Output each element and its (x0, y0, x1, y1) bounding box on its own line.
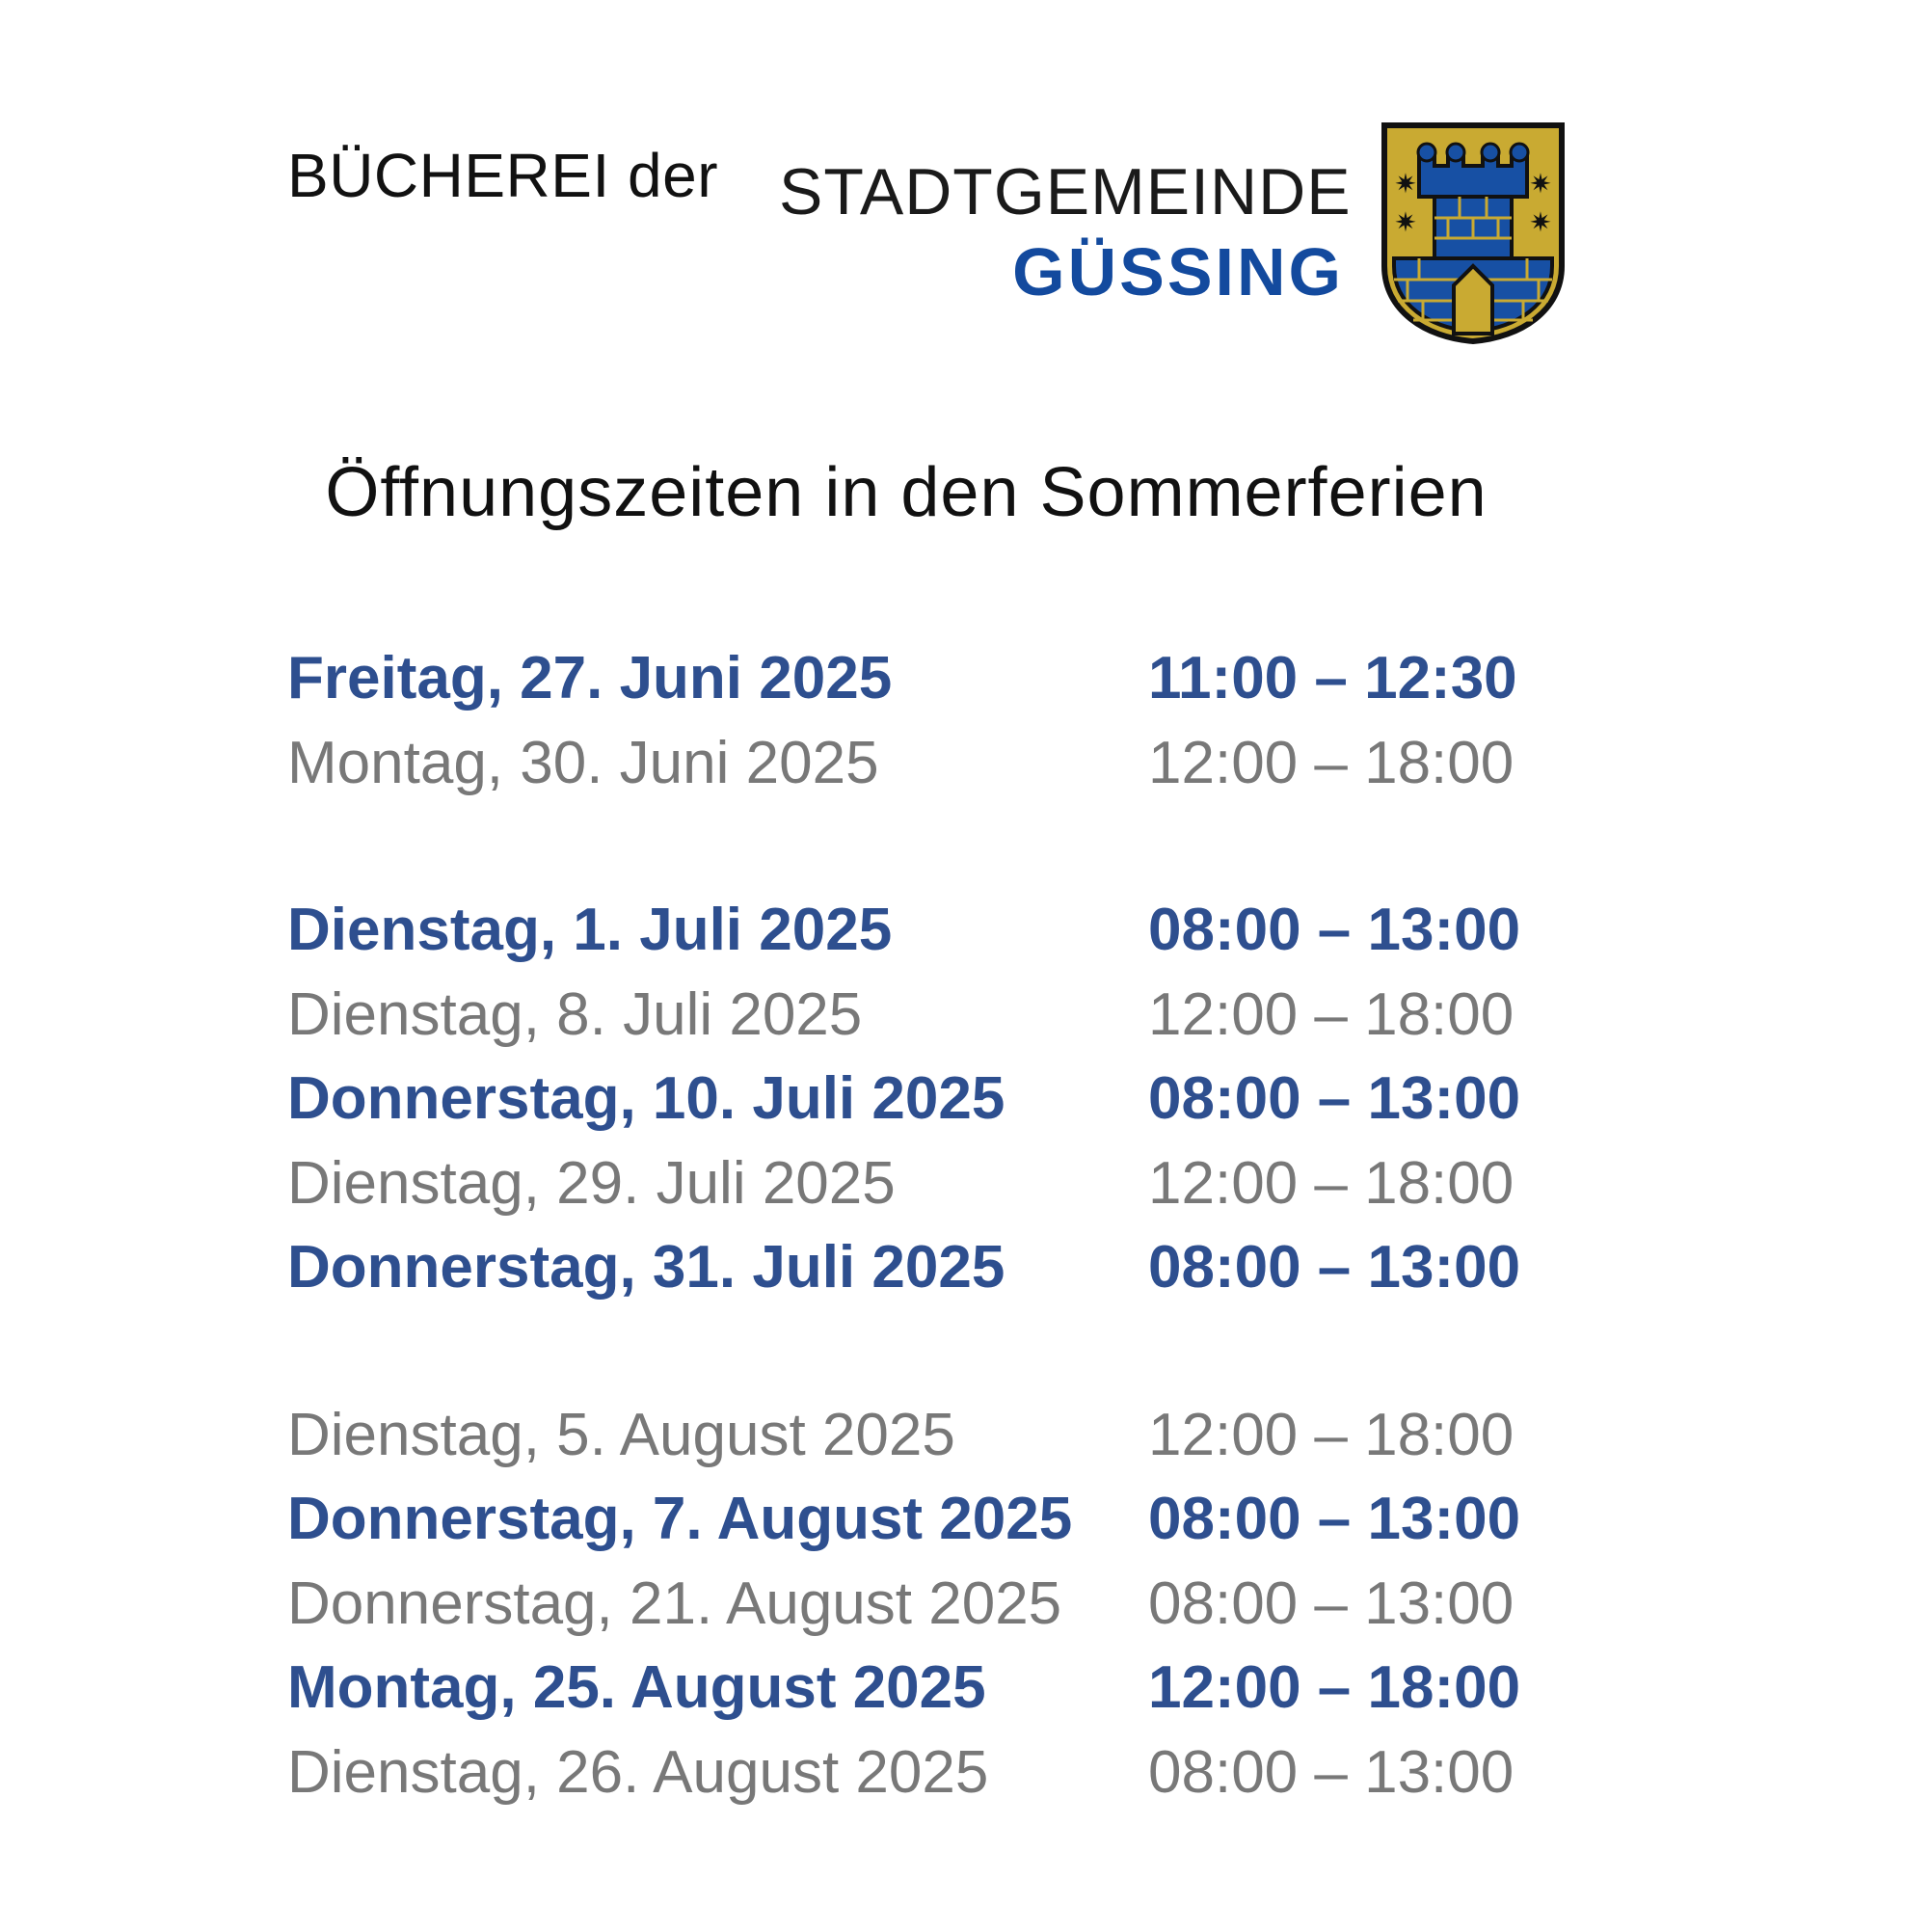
schedule-row (287, 888, 1637, 973)
schedule-date: Dienstag, 26. August 2025 (287, 1738, 989, 1806)
schedule-group (287, 1393, 1637, 1815)
schedule-row (287, 1393, 1637, 1478)
schedule-date: Freitag, 27. Juni 2025 (287, 645, 893, 712)
schedule-date: Dienstag, 29. Juli 2025 (287, 1149, 896, 1217)
schedule-row (287, 1646, 1637, 1731)
svg-text:✷: ✷ (1529, 168, 1552, 200)
schedule-row (287, 1477, 1637, 1562)
schedule-row (287, 1731, 1637, 1815)
schedule-time: 11:00 – 12:30 (1148, 645, 1517, 712)
schedule-time: 08:00 – 13:00 (1148, 1738, 1515, 1806)
schedule-time: 12:00 – 18:00 (1148, 1654, 1521, 1722)
municipality-name (779, 155, 1352, 309)
schedule-date: Dienstag, 8. Juli 2025 (287, 980, 863, 1048)
svg-text:✷: ✷ (1529, 206, 1552, 238)
schedule-time: 08:00 – 13:00 (1148, 1234, 1521, 1301)
municipality-line-2: GÜSSING (1012, 234, 1344, 309)
opening-hours-schedule (287, 636, 1637, 1897)
schedule-row (287, 1562, 1637, 1647)
schedule-time: 08:00 – 13:00 (1148, 1570, 1515, 1637)
schedule-time: 12:00 – 18:00 (1148, 980, 1515, 1048)
schedule-time: 12:00 – 18:00 (1148, 729, 1515, 796)
schedule-time: 08:00 – 13:00 (1148, 1065, 1521, 1133)
schedule-time: 12:00 – 18:00 (1148, 1149, 1515, 1217)
schedule-row (287, 973, 1637, 1058)
coat-of-arms-icon (1380, 121, 1566, 345)
schedule-row (287, 1141, 1637, 1226)
schedule-date: Dienstag, 1. Juli 2025 (287, 897, 893, 964)
schedule-time: 08:00 – 13:00 (1148, 1486, 1521, 1553)
schedule-date: Donnerstag, 10. Juli 2025 (287, 1065, 1005, 1133)
schedule-time: 08:00 – 13:00 (1148, 897, 1521, 964)
schedule-group (287, 636, 1637, 805)
svg-text:✷: ✷ (1394, 168, 1417, 200)
schedule-time: 12:00 – 18:00 (1148, 1401, 1515, 1468)
schedule-date: Donnerstag, 7. August 2025 (287, 1486, 1073, 1553)
schedule-row (287, 636, 1637, 721)
schedule-row (287, 721, 1637, 806)
library-label: BÜCHEREI der (287, 141, 718, 210)
schedule-date: Montag, 30. Juni 2025 (287, 729, 879, 796)
municipality-line-1: STADTGEMEINDE (779, 155, 1352, 228)
schedule-date: Donnerstag, 21. August 2025 (287, 1570, 1062, 1637)
schedule-date: Donnerstag, 31. Juli 2025 (287, 1234, 1005, 1301)
schedule-group (287, 888, 1637, 1310)
svg-text:✷: ✷ (1394, 206, 1417, 238)
schedule-date: Montag, 25. August 2025 (287, 1654, 986, 1722)
schedule-row (287, 1057, 1637, 1141)
schedule-row (287, 1225, 1637, 1310)
schedule-date: Dienstag, 5. August 2025 (287, 1401, 955, 1468)
page-title: Öffnungszeiten in den Sommerferien (325, 454, 1488, 531)
